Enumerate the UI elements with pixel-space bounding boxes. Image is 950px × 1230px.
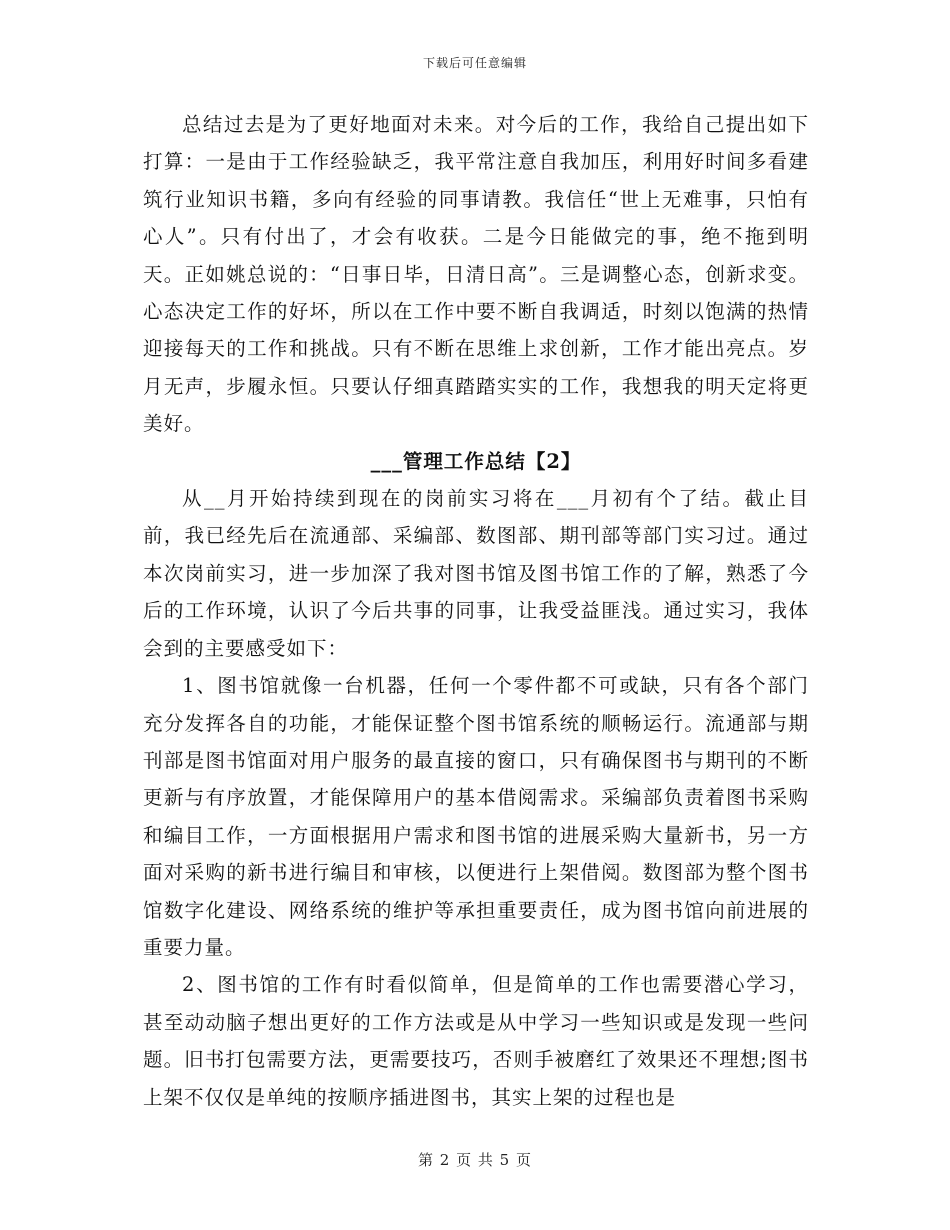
paragraph-point-2: 2、图书馆的工作有时看似简单，但是简单的工作也需要潜心学习，甚至动动脑子想出更好的工作方法或是从中学习一些知识或是发现一些问题。旧书打包需要方法，更需要技巧，否则手被磨红了效果还不理想;图书上架不仅仅是单纯的按顺序插进图书，其实上架的过程也是 (143, 973, 809, 1109)
document-body (143, 106, 809, 1116)
section-title: ___管理工作总结【2】 (370, 449, 582, 473)
page-number: 第 2 页 共 5 页 (418, 1151, 532, 1169)
paragraph-point-1: 1、图书馆就像一台机器，任何一个零件都不可或缺，只有各个部门充分发挥各自的功能，才能保证整个图书馆系统的顺畅运行。流通部与期刊部是图书馆面对用户服务的最直接的窗口，只有确保图书与期刊的不断更新与有序放置，才能保障用户的基本借阅需求。采编部负责着图书采购和编目工作，一方面根据用户需求和图书馆的进展采购大量新书，另一方面对采购的新书进行编目和审核，以便进行上架借阅。数图部为整个图书馆数字化建设、网络系统的维护等承担重要责任，成为图书馆向前进展的重要力量。 (143, 674, 809, 959)
paragraph-plans: 总结过去是为了更好地面对未来。对今后的工作，我给自己提出如下打算：一是由于工作经验缺乏，我平常注意自我加压，利用好时间多看建筑行业知识书籍，多向有经验的同事请教。我信任“世上无难事，只怕有心人”。只有付出了，才会有收获。二是今日能做完的事，绝不拖到明天。正如姚总说的：“日事日毕，日清日高”。三是调整心态，创新求变。心态决定工作的好坏，所以在工作中要不断自我调适，时刻以饱满的热情迎接每天的工作和挑战。只有不断在思维上求创新，工作才能出亮点。岁月无声，步履永恒。只要认仔细真踏踏实实的工作，我想我的明天定将更美好。 (143, 113, 809, 436)
page-header: 下载后可任意编辑 (422, 56, 527, 70)
paragraph-internship-intro: 从__月开始持续到现在的岗前实习将在___月初有个了结。截止目前，我已经先后在流通部、采编部、数图部、期刊部等部门实习过。通过本次岗前实习，进一步加深了我对图书馆及图书馆工作的了解，熟悉了今后的工作环境，认识了今后共事的同事，让我受益匪浅。通过实习，我体会到的主要感受如下： (143, 487, 809, 660)
